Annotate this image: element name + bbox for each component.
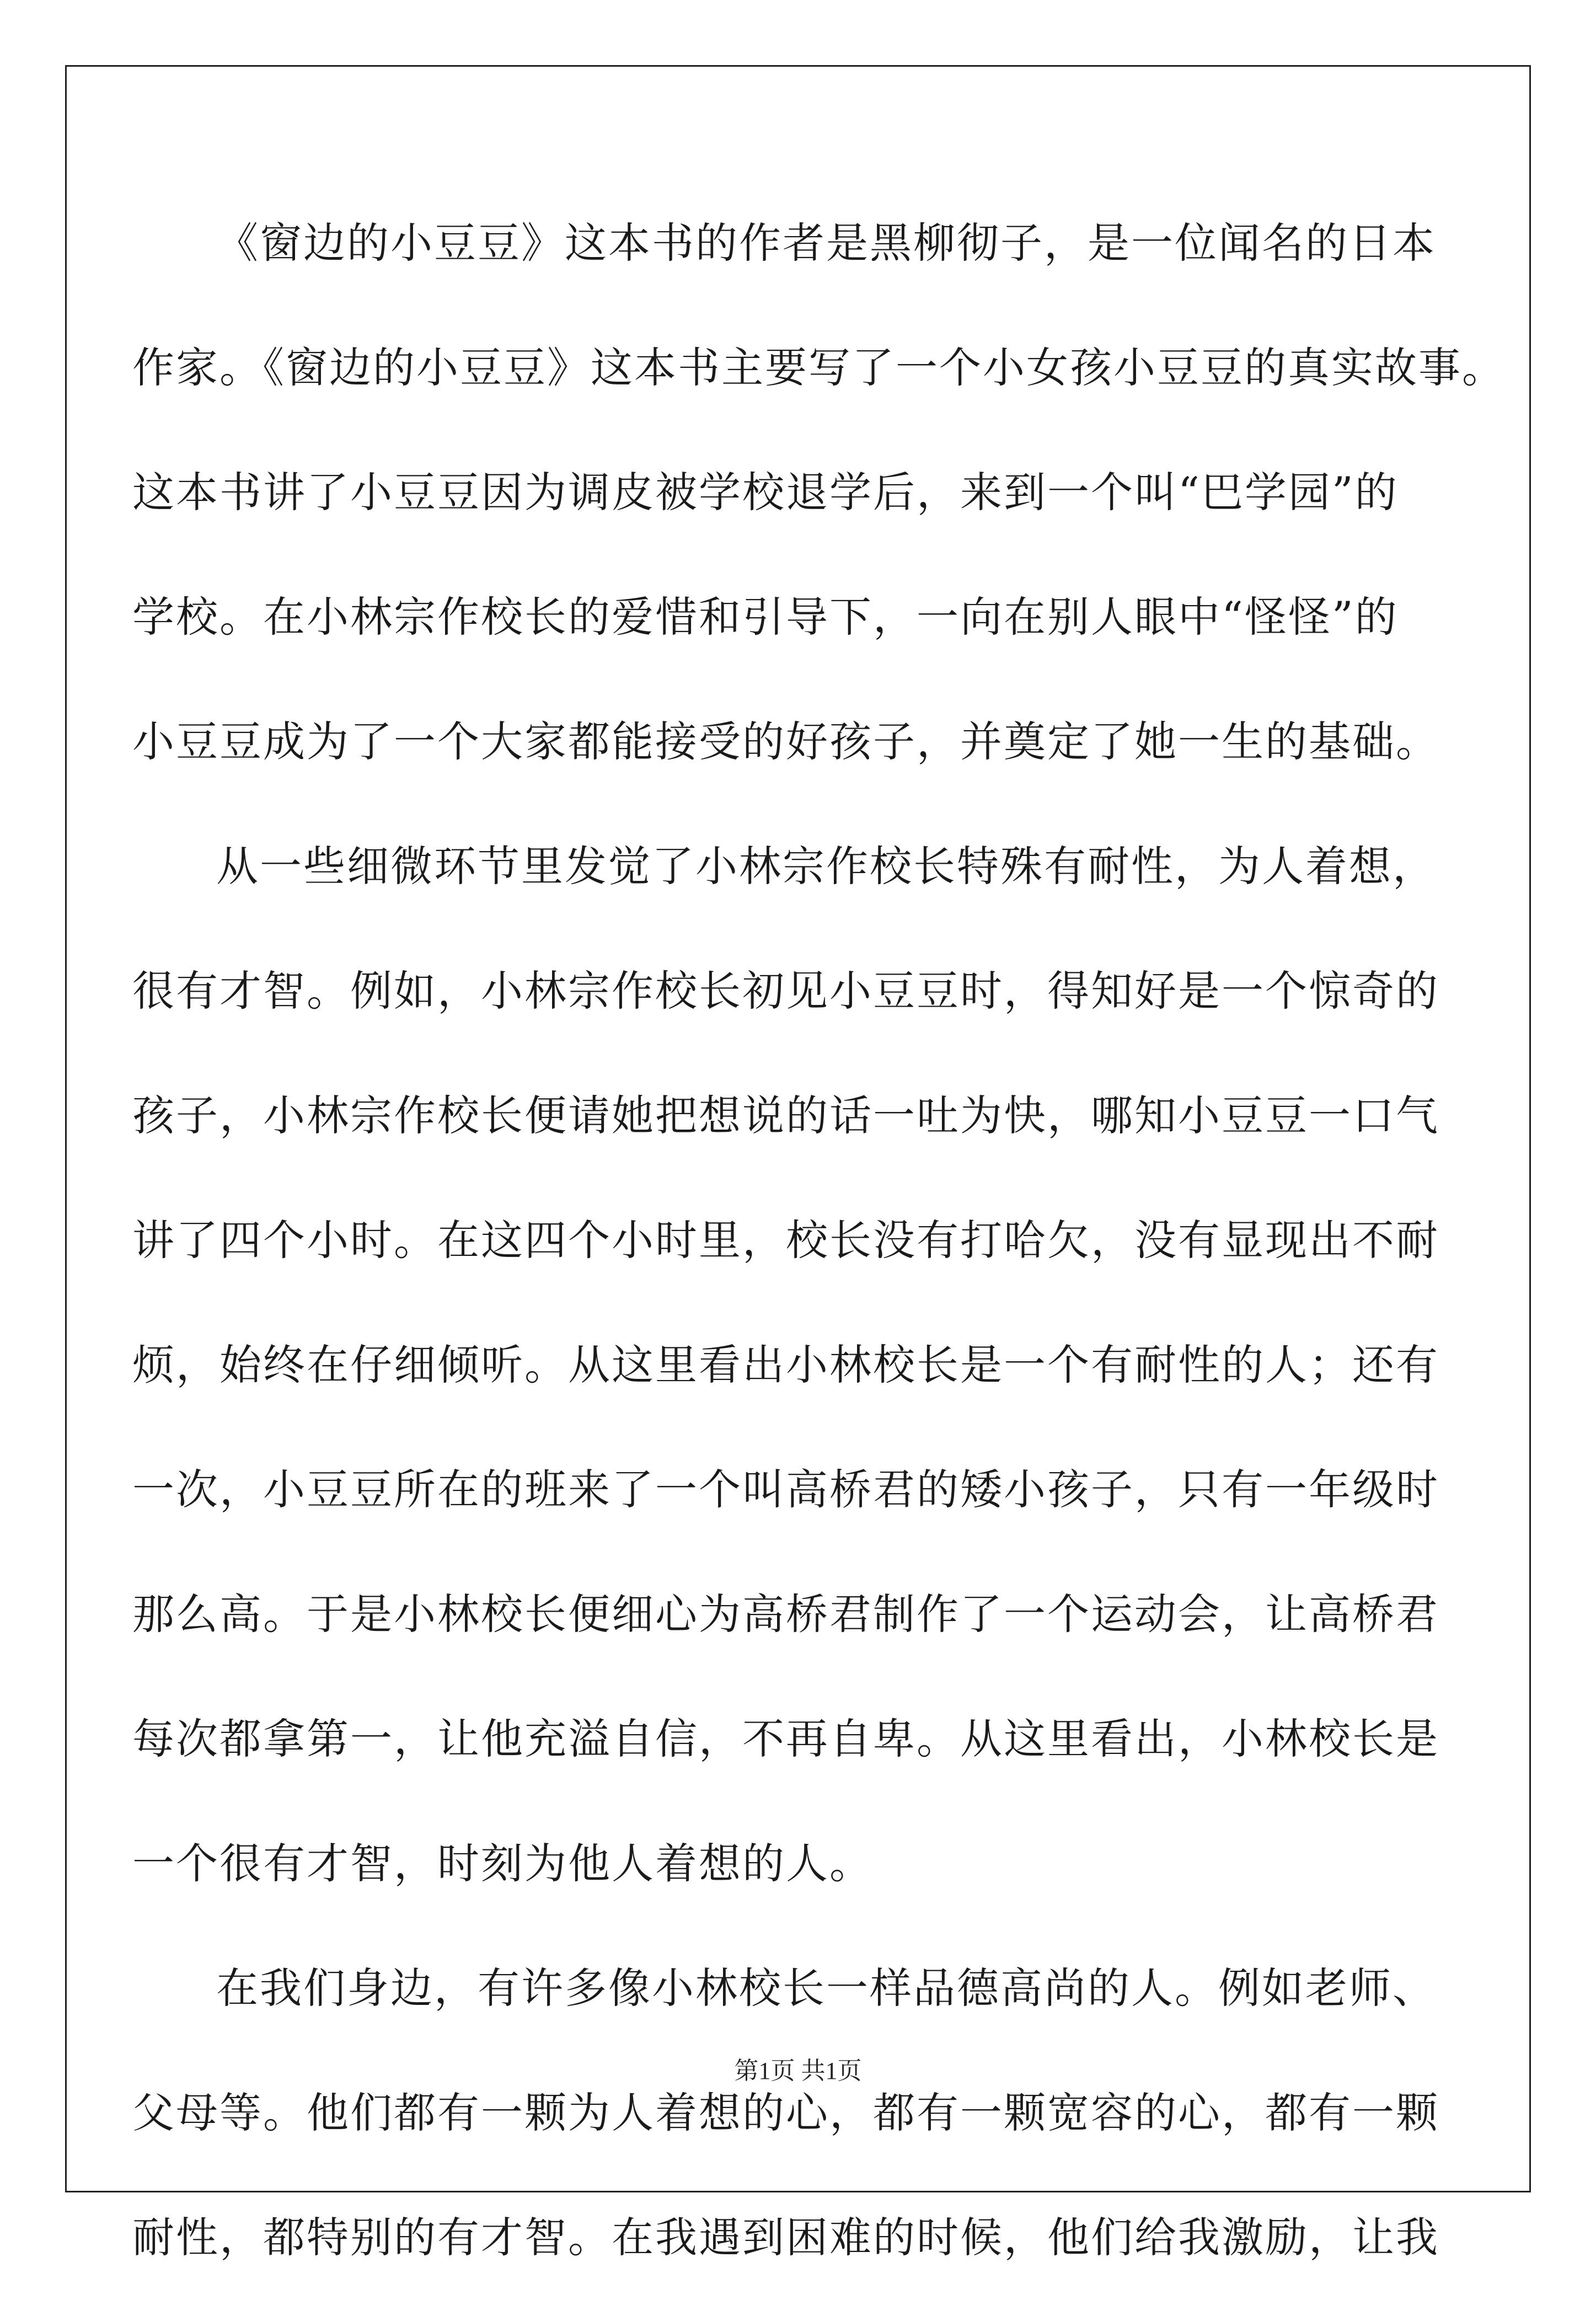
- text-line: 每次都拿第一，让他充溢自信，不再自卑。从这里看出，小林校长是: [132, 1714, 1439, 1763]
- text-line: 学校。在小林宗作校长的爱惜和引导下，一向在别人眼中“怪怪”的: [132, 592, 1399, 641]
- text-line: 讲了四个小时。在这四个小时里，校长没有打哈欠，没有显现出不耐: [132, 1216, 1439, 1265]
- text-line: 《窗边的小豆豆》这本书的作者是黑柳彻子，是一位闻名的日本: [216, 218, 1436, 268]
- text-line: 耐性，都特别的有才智。在我遇到困难的时候，他们给我激励，让我: [132, 2213, 1439, 2262]
- text-line: 一个很有才智，时刻为他人着想的人。: [132, 1839, 873, 1888]
- body-text: [132, 181, 1506, 2300]
- text-line: 小豆豆成为了一个大家都能接受的好孩子，并奠定了她一生的基础。: [132, 717, 1439, 766]
- text-line: 这本书讲了小豆豆因为调皮被学校退学后，来到一个叫“巴学园”的: [132, 468, 1399, 517]
- text-line: 很有才智。例如，小林宗作校长初见小豆豆时，得知好是一个惊奇的: [132, 966, 1439, 1015]
- text-line: 在我们身边，有许多像小林校长一样品德高尚的人。例如老师、: [216, 1964, 1436, 2013]
- text-line: 烦，始终在仔细倾听。从这里看出小林校长是一个有耐性的人；还有: [132, 1340, 1439, 1389]
- text-line: 父母等。他们都有一颗为人着想的心，都有一颗宽容的心，都有一颗: [132, 2088, 1439, 2137]
- text-line: 从一些细微环节里发觉了小林宗作校长特殊有耐性，为人着想，: [216, 842, 1436, 891]
- page-number-footer: 第1页 共1页: [734, 2057, 862, 2084]
- text-line: 一次，小豆豆所在的班来了一个叫高桥君的矮小孩子，只有一年级时: [132, 1465, 1439, 1514]
- text-line: 孩子，小林宗作校长便请她把想说的话一吐为快，哪知小豆豆一口气: [132, 1091, 1439, 1140]
- text-line: 作家。《窗边的小豆豆》这本书主要写了一个小女孩小豆豆的真实故事。: [132, 343, 1506, 392]
- text-line: 那么高。于是小林校长便细心为高桥君制作了一个运动会，让高桥君: [132, 1590, 1439, 1639]
